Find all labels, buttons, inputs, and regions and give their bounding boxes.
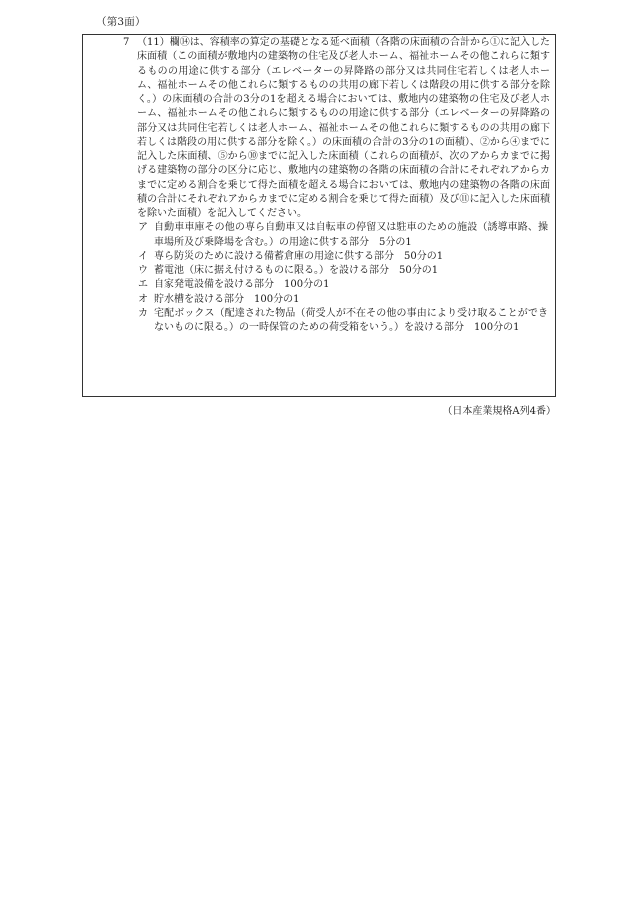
page-label: （第3面） [96,16,146,28]
item-mark: ア [138,222,148,234]
note-text: （11）欄⑭は、容積率の算定の基礎となる延べ面積（各階の床面積の合計から①に記入した床面積（この面積が敷地内の建築物の住宅及び老人ホーム、福祉ホームその他これらに類するものの用途に供する部分（エレベーターの昇降路の部分又は共同住宅若しくは老人ホーム、福祉ホームその他これらに類するものの共用の廊下若しくは階段の用に供する部分を除く。）の床面積の合計の3分の1を超える場合においては、敷地内の建築物の住宅及び老人ホーム、福祉ホームその他これらに類するものの用途に供する部分（エレベーターの昇降路の部分又は共同住宅若しくは老人ホーム、福祉ホームその他これらに類するものの共用の廊下若しくは階段の用に供する部分を除く。）の床面積の合計の3分の1の面積）、②から④までに記入した床面積、⑤から⑩までに記入した床面積（これらの面積が、次のアからカまでに掲げる建築物の部分の区分に応じ、敷地内の建築物の各階の床面積の合計にそれぞれアからカまでに定める割合を乗じて得た面積を超える場合においては、敷地内の建築物の各階の床面積の合計にそれぞれアからカまでに定める割合を乗じて得た面積）及び⑪に記入した床面積を除いた面積）を記入してください。 [137,37,550,219]
item-text: 自動車車庫その他の専ら自動車又は自転車の停留又は駐車のための施設（誘導車路、操車場所及び乗降場を含む。）の用途に供する部分 5分の1 [154,222,548,248]
note-body [115,36,550,335]
item-text: 宅配ボックス（配達された物品（荷受人が不在その他の事由により受け取ることができないものに限る。）の一時保管のための荷受箱をいう。）を設ける部分 100分の1 [154,307,548,333]
item-text: 貯水槽を設ける部分 100分の1 [154,293,300,305]
item-list [115,221,550,335]
item-text: 自家発電設備を設ける部分 100分の1 [154,279,330,291]
item-mark: ウ [138,265,148,276]
list-item [115,264,550,278]
list-item [115,293,550,307]
list-item [115,278,550,292]
item-mark: イ [138,250,148,262]
list-item [115,307,550,336]
paper-standard-note: （日本産業規格A列4番） [442,406,556,417]
item-mark: オ [138,293,148,305]
note-paragraph [115,36,550,221]
note-number: 7 [123,37,130,48]
item-mark: カ [138,307,148,319]
item-text: 蓄電池（床に据え付けるものに限る。）を設ける部分 50分の1 [154,265,439,276]
item-mark: エ [138,279,148,291]
item-text: 専ら防災のために設ける備蓄倉庫の用途に供する部分 50分の1 [154,250,444,262]
list-item [115,250,550,264]
list-item [115,221,550,250]
